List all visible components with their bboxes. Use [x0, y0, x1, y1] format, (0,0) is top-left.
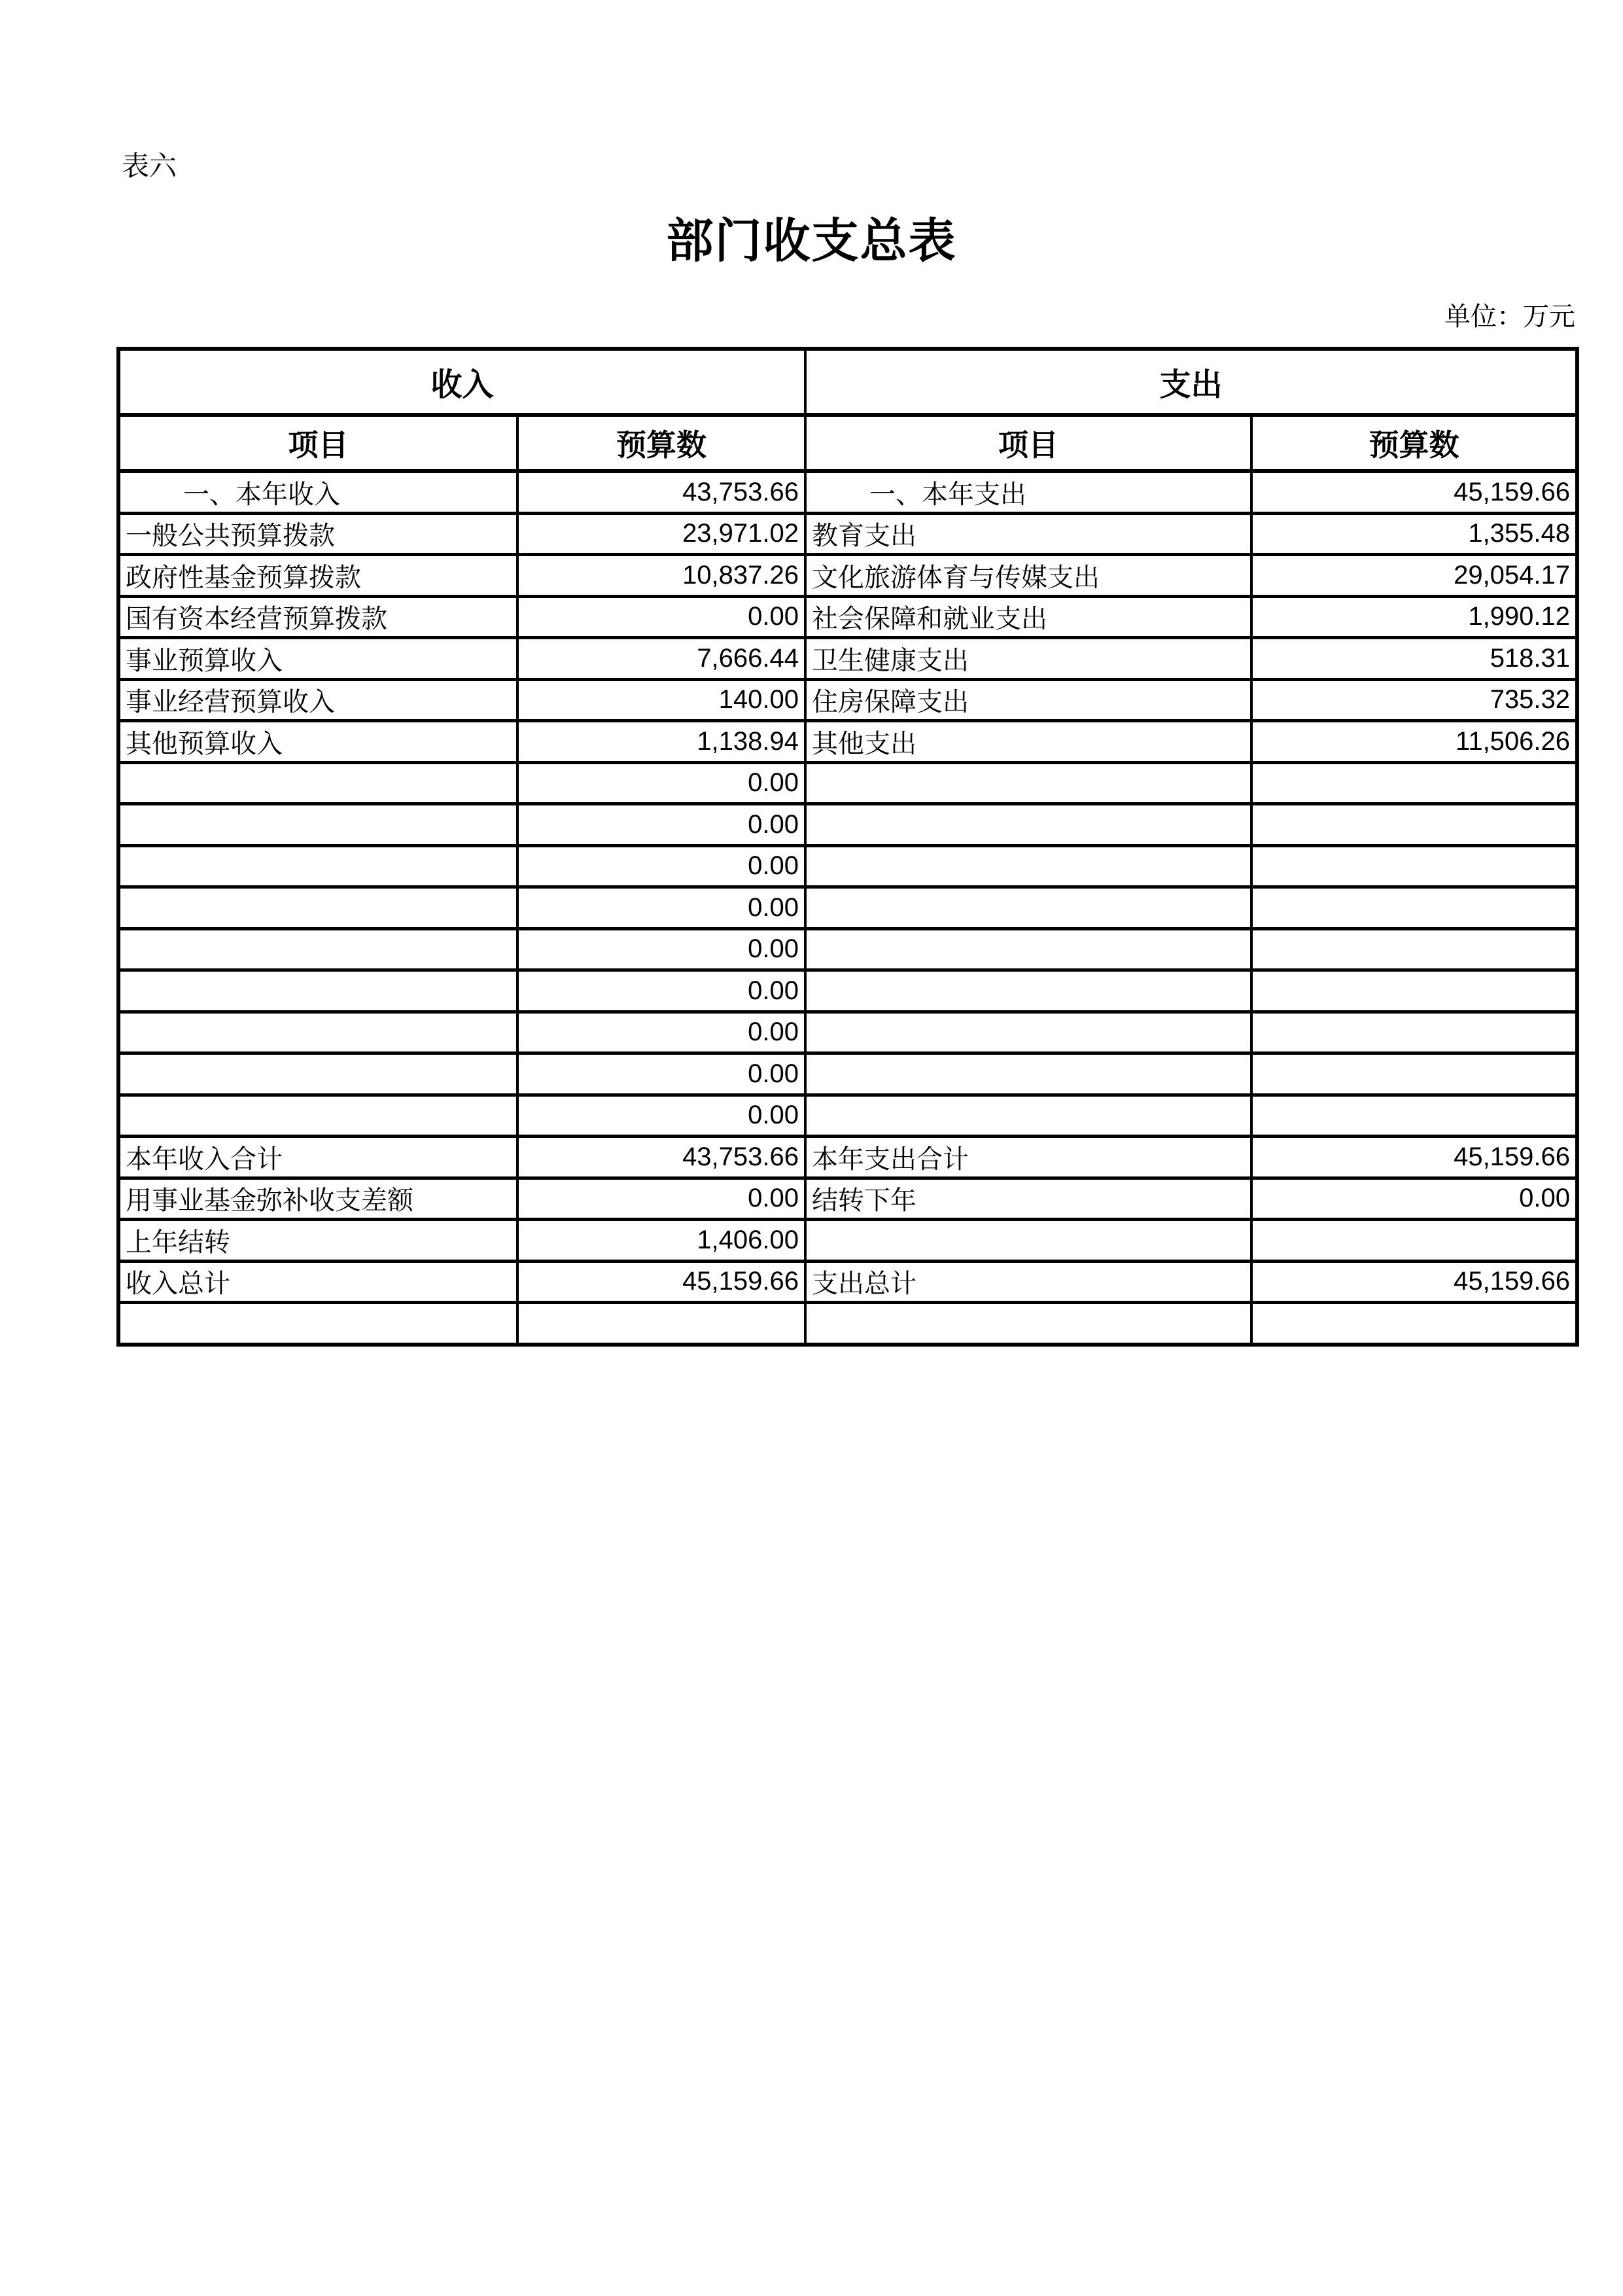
expenditure-item-cell: 结转下年 — [805, 1178, 1251, 1220]
expenditure-item-cell: 社会保障和就业支出 — [805, 596, 1251, 638]
expenditure-item-cell — [805, 1053, 1251, 1095]
expenditure-budget-cell: 45,159.66 — [1251, 471, 1577, 513]
income-budget-cell: 0.00 — [517, 928, 805, 970]
income-item-cell: 一般公共预算拨款 — [118, 513, 517, 555]
expenditure-budget-cell: 29,054.17 — [1251, 555, 1577, 597]
income-budget-cell: 0.00 — [517, 1012, 805, 1053]
income-item-cell: 政府性基金预算拨款 — [118, 555, 517, 597]
expenditure-item-cell: 一、本年支出 — [805, 471, 1251, 513]
unit-note: 单位：万元 — [1444, 302, 1575, 331]
income-budget-cell: 0.00 — [517, 1178, 805, 1220]
table-row — [118, 1137, 1577, 1178]
income-item-cell — [118, 970, 517, 1012]
table-row — [118, 471, 1577, 513]
income-item-cell — [118, 762, 517, 804]
income-budget-cell: 7,666.44 — [517, 638, 805, 680]
income-item-cell: 本年收入合计 — [118, 1137, 517, 1178]
expenditure-item-cell: 文化旅游体育与传媒支出 — [805, 555, 1251, 597]
income-item-cell — [118, 804, 517, 846]
income-budget-cell: 0.00 — [517, 845, 805, 887]
expenditure-budget-cell — [1251, 804, 1577, 846]
expenditure-item-cell: 卫生健康支出 — [805, 638, 1251, 680]
table-row — [118, 845, 1577, 887]
table-row — [118, 721, 1577, 763]
table-row — [118, 1220, 1577, 1262]
expenditure-budget-cell — [1251, 762, 1577, 804]
table-row — [118, 513, 1577, 555]
table-row — [118, 1012, 1577, 1053]
expenditure-item-cell — [805, 928, 1251, 970]
table-row — [118, 679, 1577, 721]
expenditure-budget-cell: 0.00 — [1251, 1178, 1577, 1220]
income-item-cell — [118, 1012, 517, 1053]
table-row — [118, 638, 1577, 680]
expenditure-item-cell: 住房保障支出 — [805, 679, 1251, 721]
sheet-label: 表六 — [122, 152, 177, 182]
expenditure-item-cell — [805, 887, 1251, 929]
income-budget-cell — [517, 1303, 805, 1345]
income-budget-cell: 1,406.00 — [517, 1220, 805, 1262]
income-item-cell: 上年结转 — [118, 1220, 517, 1262]
table-row — [118, 596, 1577, 638]
income-budget-cell: 1,138.94 — [517, 721, 805, 763]
income-item-cell: 收入总计 — [118, 1261, 517, 1303]
table-row — [118, 1095, 1577, 1137]
income-budget-cell: 0.00 — [517, 1053, 805, 1095]
expenditure-budget-cell — [1251, 1053, 1577, 1095]
budget-summary-table — [116, 347, 1579, 1347]
expenditure-item-cell — [805, 1095, 1251, 1137]
table-row — [118, 804, 1577, 846]
expenditure-item-cell — [805, 1012, 1251, 1053]
expenditure-budget-cell — [1251, 970, 1577, 1012]
expenditure-budget-cell — [1251, 1220, 1577, 1262]
expenditure-item-cell: 教育支出 — [805, 513, 1251, 555]
income-budget-cell: 0.00 — [517, 1095, 805, 1137]
income-budget-cell: 140.00 — [517, 679, 805, 721]
income-item-cell — [118, 845, 517, 887]
expenditure-budget-cell — [1251, 1012, 1577, 1053]
expenditure-item-cell: 其他支出 — [805, 721, 1251, 763]
income-budget-cell: 0.00 — [517, 970, 805, 1012]
expenditure-budget-cell: 45,159.66 — [1251, 1261, 1577, 1303]
expenditure-budget-cell — [1251, 845, 1577, 887]
page-title: 部门收支总表 — [666, 215, 957, 268]
expenditure-item-cell: 支出总计 — [805, 1261, 1251, 1303]
expenditure-budget-cell: 735.32 — [1251, 679, 1577, 721]
expenditure-budget-header: 预算数 — [1251, 415, 1577, 471]
expenditure-budget-cell — [1251, 1303, 1577, 1345]
income-budget-cell: 0.00 — [517, 887, 805, 929]
table-row — [118, 928, 1577, 970]
expenditure-budget-cell: 11,506.26 — [1251, 721, 1577, 763]
table-row — [118, 887, 1577, 929]
expenditure-budget-cell — [1251, 928, 1577, 970]
income-budget-cell: 43,753.66 — [517, 471, 805, 513]
expenditure-item-cell — [805, 762, 1251, 804]
expenditure-item-cell — [805, 1303, 1251, 1345]
income-item-cell: 事业预算收入 — [118, 638, 517, 680]
income-item-cell — [118, 1053, 517, 1095]
expenditure-budget-cell — [1251, 887, 1577, 929]
income-budget-cell: 0.00 — [517, 804, 805, 846]
income-item-cell: 事业经营预算收入 — [118, 679, 517, 721]
income-item-cell: 用事业基金弥补收支差额 — [118, 1178, 517, 1220]
table-body — [118, 471, 1577, 1345]
table-row — [118, 970, 1577, 1012]
section-header-row — [118, 349, 1577, 415]
income-item-cell — [118, 887, 517, 929]
income-item-cell — [118, 1303, 517, 1345]
income-item-cell — [118, 928, 517, 970]
expenditure-item-header: 项目 — [805, 415, 1251, 471]
income-budget-cell: 0.00 — [517, 762, 805, 804]
income-budget-cell: 45,159.66 — [517, 1261, 805, 1303]
expenditure-budget-cell: 518.31 — [1251, 638, 1577, 680]
income-item-cell: 其他预算收入 — [118, 721, 517, 763]
expenditure-item-cell — [805, 1220, 1251, 1262]
expenditure-item-cell — [805, 970, 1251, 1012]
income-item-cell: 国有资本经营预算拨款 — [118, 596, 517, 638]
income-budget-header: 预算数 — [517, 415, 805, 471]
expenditure-budget-cell: 1,990.12 — [1251, 596, 1577, 638]
expenditure-budget-cell: 1,355.48 — [1251, 513, 1577, 555]
expenditure-budget-cell — [1251, 1095, 1577, 1137]
expenditure-item-cell: 本年支出合计 — [805, 1137, 1251, 1178]
expenditure-item-cell — [805, 804, 1251, 846]
income-section-header: 收入 — [118, 349, 805, 415]
income-item-header: 项目 — [118, 415, 517, 471]
table-row — [118, 1261, 1577, 1303]
column-header-row — [118, 415, 1577, 471]
income-budget-cell: 23,971.02 — [517, 513, 805, 555]
income-budget-cell: 10,837.26 — [517, 555, 805, 597]
expenditure-budget-cell: 45,159.66 — [1251, 1137, 1577, 1178]
table-row — [118, 1303, 1577, 1345]
table-row — [118, 762, 1577, 804]
table-row — [118, 1178, 1577, 1220]
income-budget-cell: 43,753.66 — [517, 1137, 805, 1178]
table-row — [118, 1053, 1577, 1095]
income-budget-cell: 0.00 — [517, 596, 805, 638]
expenditure-item-cell — [805, 845, 1251, 887]
income-item-cell: 一、本年收入 — [118, 471, 517, 513]
table-row — [118, 555, 1577, 597]
income-item-cell — [118, 1095, 517, 1137]
expenditure-section-header: 支出 — [805, 349, 1577, 415]
